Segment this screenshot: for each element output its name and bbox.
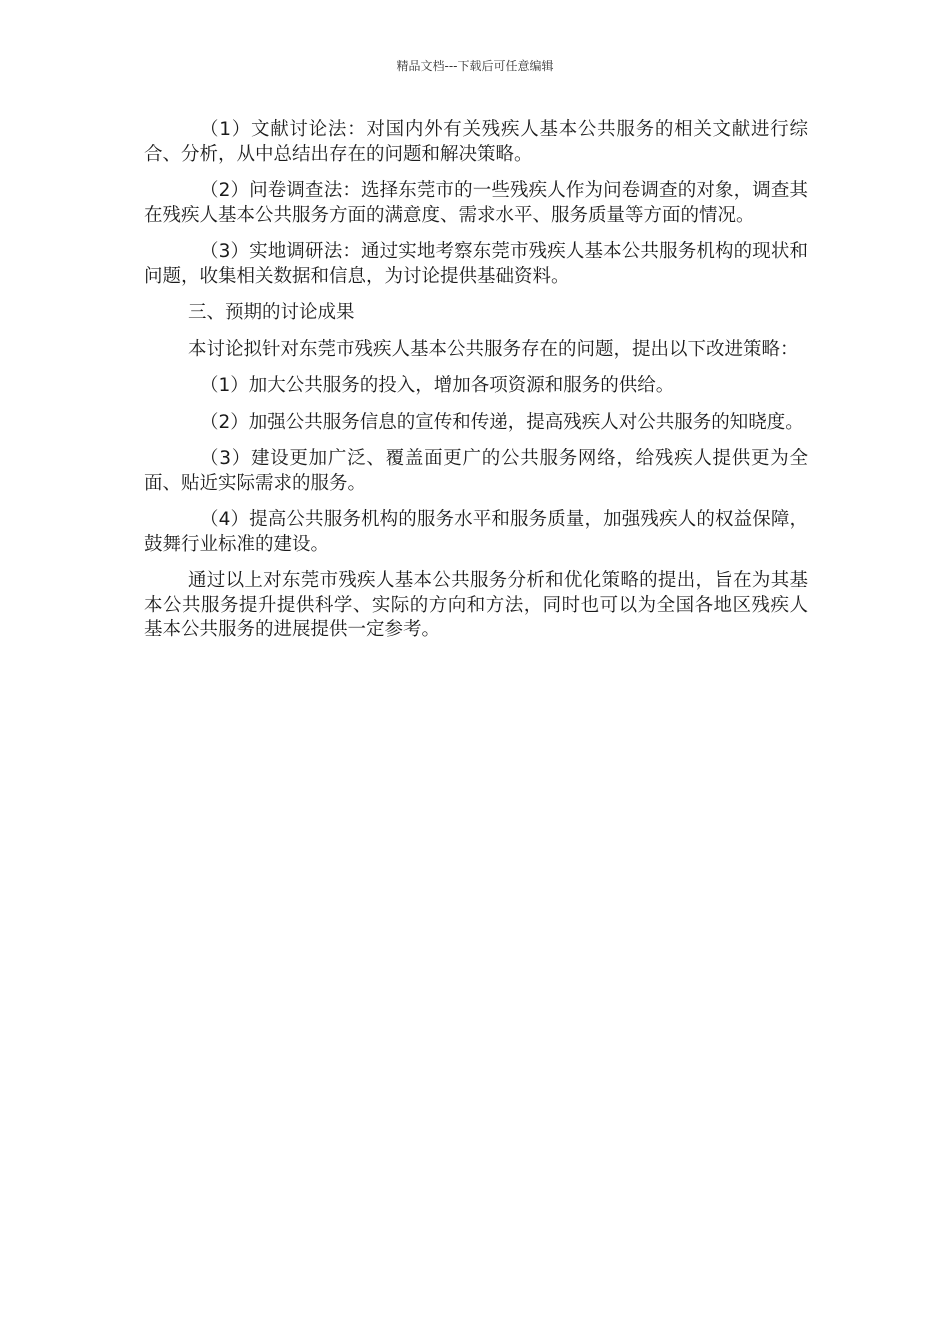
section-heading-expected-results: 三、预期的讨论成果	[188, 302, 355, 323]
results-intro-paragraph: 本讨论拟针对东莞市残疾人基本公共服务存在的问题，提出以下改进策略：	[188, 338, 799, 360]
method-literature-paragraph: （1）文献讨论法：对国内外有关残疾人基本公共服务的相关文献进行综合、分析，从中总结出存在的问题和解决策略。	[144, 119, 808, 165]
method-fieldwork-paragraph: （3）实地调研法：通过实地考察东莞市残疾人基本公共服务机构的现状和问题，收集相关数据和信息，为讨论提供基础资料。	[144, 241, 808, 287]
conclusion-paragraph: 通过以上对东莞市残疾人基本公共服务分析和优化策略的提出，旨在为其基本公共服务提升提供科学、实际的方向和方法，同时也可以为全国各地区残疾人基本公共服务的进展提供一定参考。	[144, 570, 808, 640]
strategy-item-2: （2）加强公共服务信息的宣传和传递，提高残疾人对公共服务的知晓度。	[200, 411, 804, 433]
strategy-item-4: （4）提高公共服务机构的服务水平和服务质量，加强残疾人的权益保障，鼓舞行业标准的建设。	[144, 509, 808, 555]
strategy-item-3: （3）建设更加广泛、覆盖面更广的公共服务网络，给残疾人提供更为全面、贴近实际需求的服务。	[144, 448, 808, 494]
document-body	[144, 118, 808, 655]
method-questionnaire-paragraph: （2）问卷调查法：选择东莞市的一些残疾人作为问卷调查的对象，调查其在残疾人基本公共服务方面的满意度、需求水平、服务质量等方面的情况。	[144, 180, 808, 226]
page-header: 精品文档---下载后可任意编辑	[396, 59, 554, 73]
strategy-item-1: （1）加大公共服务的投入，增加各项资源和服务的供给。	[200, 375, 675, 396]
